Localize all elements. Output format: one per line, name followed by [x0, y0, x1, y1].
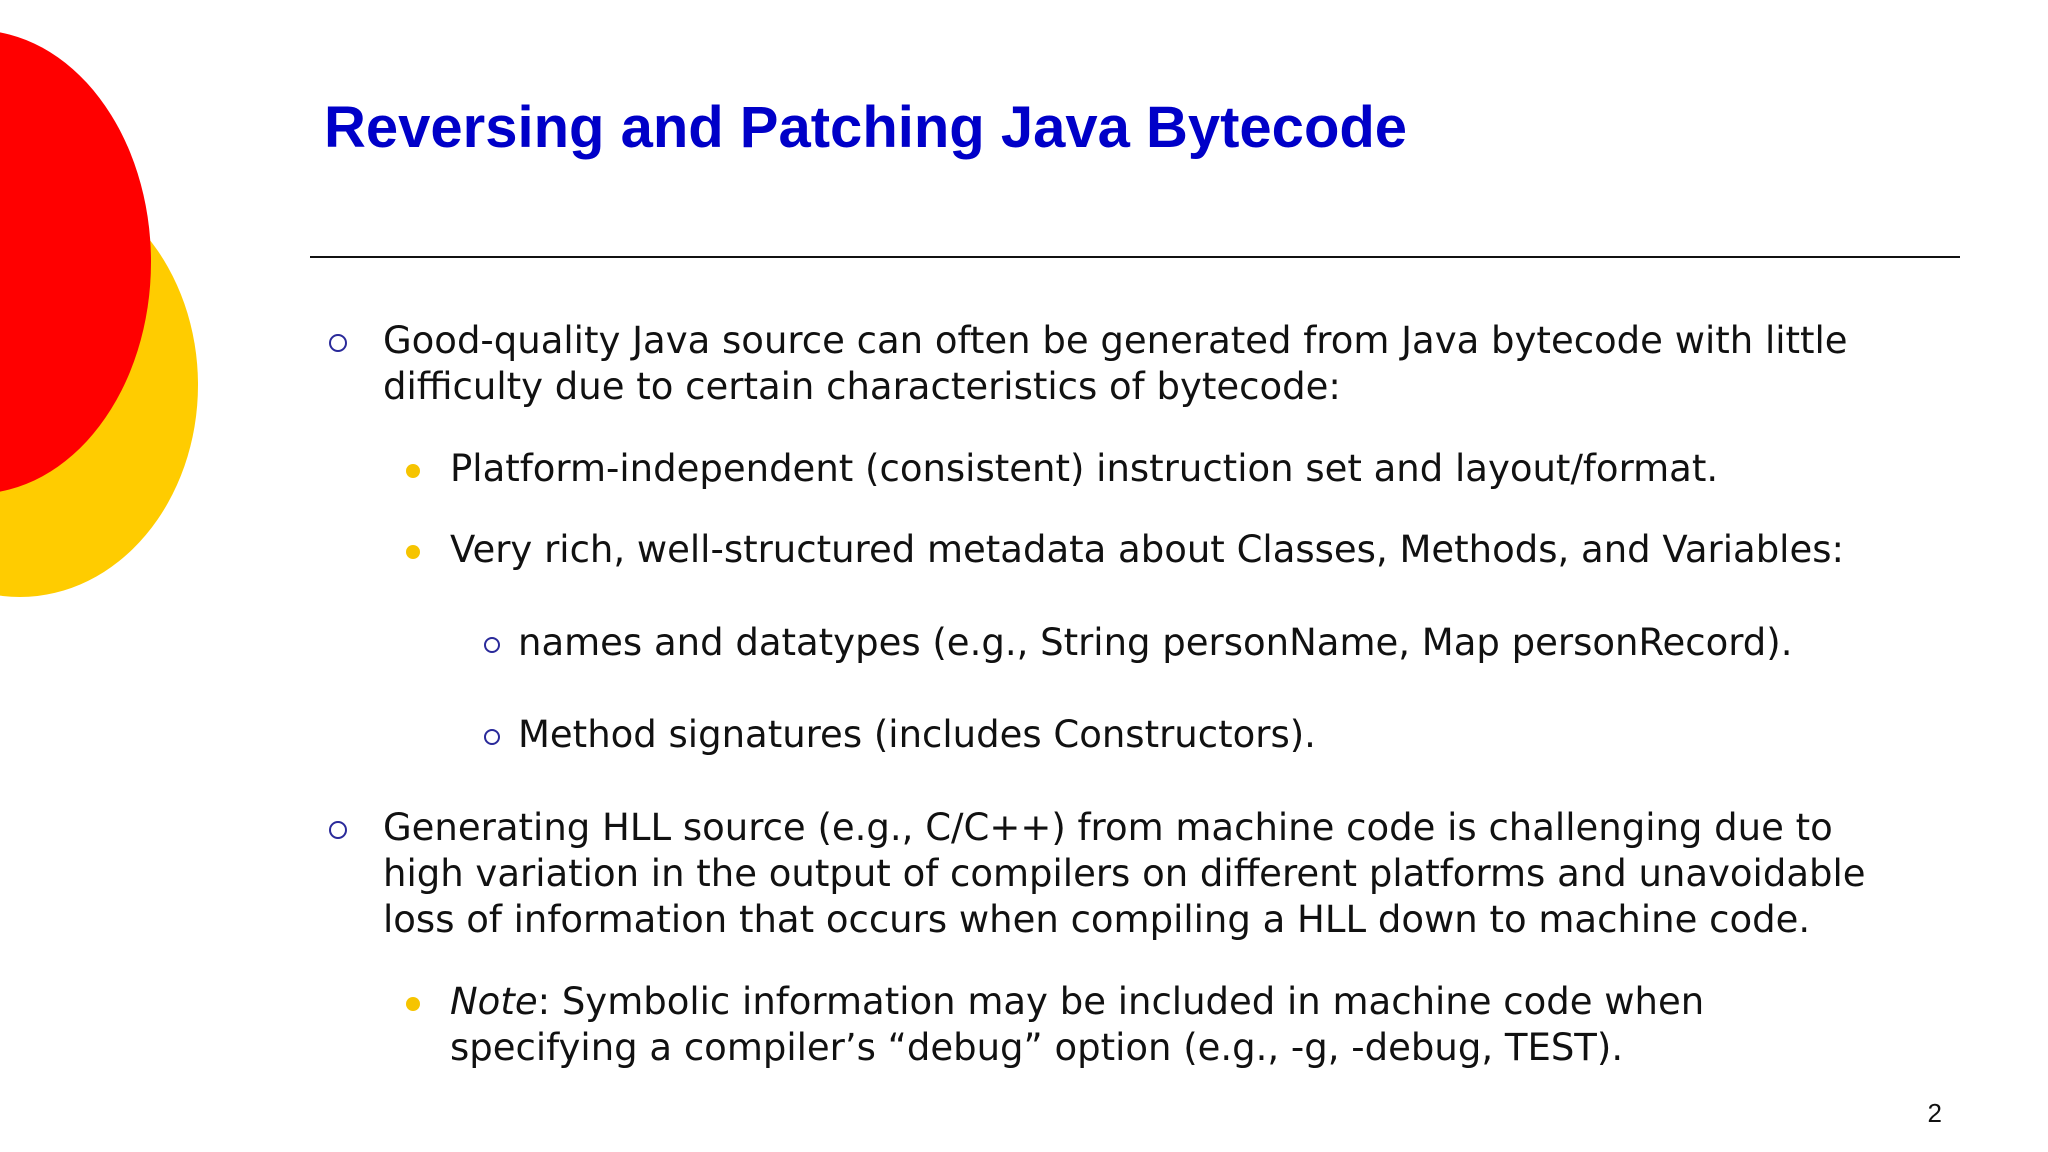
- page-number: 2: [1927, 1098, 1942, 1128]
- note-text: : Symbolic information may be included in machine code when: [537, 980, 1705, 1023]
- dot-bullet-icon: [406, 997, 420, 1011]
- ring-bullet-icon: [329, 334, 347, 352]
- bullet-line: specifying a compiler’s “debug” option (e.g., -g, -debug, TEST).: [450, 1026, 1624, 1069]
- ring-bullet-icon: [484, 729, 500, 745]
- bullet-item: [383, 805, 1866, 943]
- bullet-line: difficulty due to certain characteristics of bytecode:: [383, 365, 1341, 408]
- dot-bullet-icon: [406, 464, 420, 478]
- bullet-line: Method signatures (includes Constructors).: [518, 713, 1316, 756]
- note-emphasis: Note: [450, 980, 538, 1023]
- bullet-line: names and datatypes (e.g., String personName, Map personRecord).: [518, 621, 1793, 664]
- dot-bullet-icon: [406, 545, 420, 559]
- sub-bullet-item: [450, 979, 1704, 1071]
- ring-bullet-icon: [484, 637, 500, 653]
- bullet-line: loss of information that occurs when compiling a HLL down to machine code.: [383, 898, 1811, 941]
- slide-title: Reversing and Patching Java Bytecode: [324, 95, 1408, 160]
- bullet-item: [383, 318, 1848, 410]
- bullet-line: [450, 979, 1704, 1025]
- bullet-line: Good-quality Java source can often be generated from Java bytecode with little: [383, 319, 1848, 362]
- sub-bullet-item: [450, 446, 1718, 492]
- bullet-line: Platform-independent (consistent) instruction set and layout/format.: [450, 447, 1719, 490]
- bullet-line: high variation in the output of compilers on different platforms and unavoidable: [383, 852, 1866, 895]
- bullet-line: Generating HLL source (e.g., C/C++) from machine code is challenging due to: [383, 806, 1833, 849]
- sub-bullet-item: [450, 527, 1844, 573]
- sub-sub-bullet-item: [518, 620, 1793, 666]
- bullet-line: Very rich, well-structured metadata about Classes, Methods, and Variables:: [450, 528, 1844, 571]
- ring-bullet-icon: [329, 821, 347, 839]
- sub-sub-bullet-item: [518, 712, 1316, 758]
